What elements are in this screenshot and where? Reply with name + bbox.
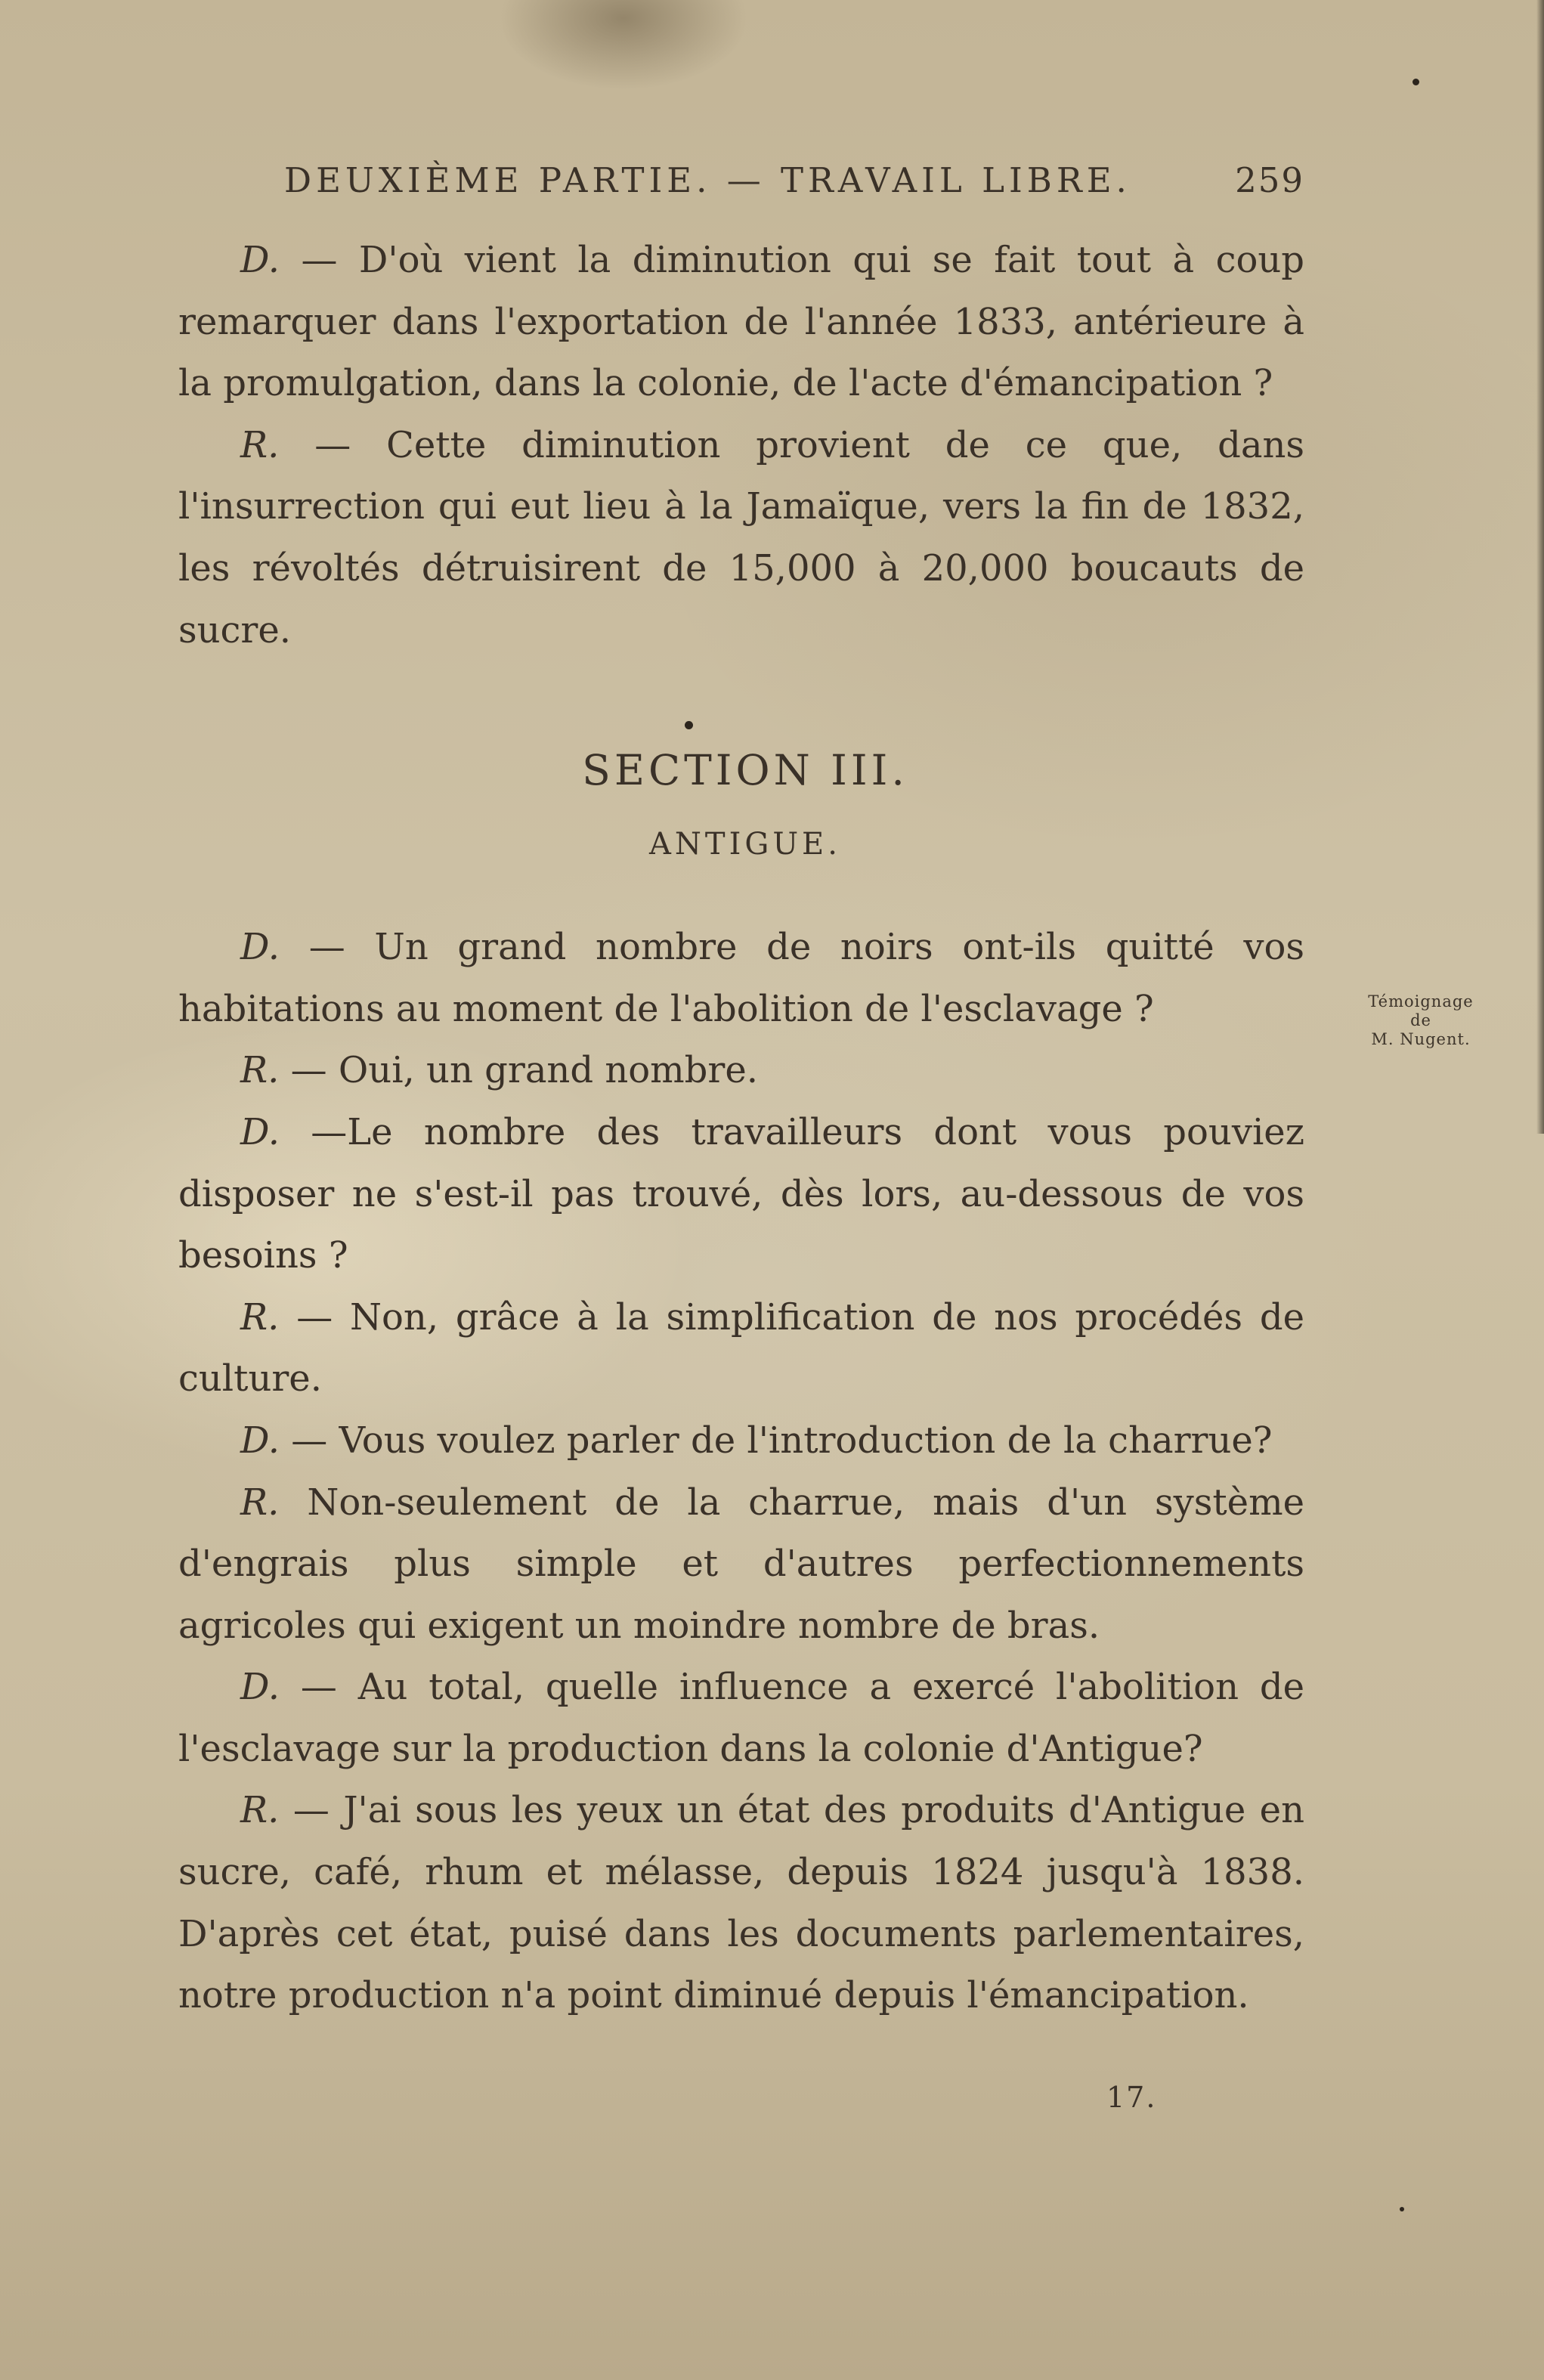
ink-speck [1412, 79, 1419, 85]
section-spacer [178, 867, 1304, 917]
margin-note-line: de [1410, 1011, 1431, 1029]
section-subtitle: ANTIGUE. [649, 827, 841, 862]
paragraph-text: — Vous voulez parler de l'introduction de la charrue? [280, 1419, 1273, 1462]
speaker-label: D. [240, 1110, 280, 1153]
paragraph-text: — Oui, un grand nombre. [279, 1049, 758, 1092]
answer-paragraph [178, 1287, 1304, 1410]
ink-speck [685, 721, 693, 729]
speaker-label: D. [240, 239, 280, 281]
question-paragraph [178, 1410, 1304, 1472]
paragraph-text: — Au total, quelle influence a exercé l'abolition de l'esclavage sur la production dans la colonie d'Antigue? [178, 1666, 1304, 1770]
paragraph-text: — Un grand nombre de noirs ont-ils quitté vos habitations au moment de l'abolition de l'esclavage ? [178, 926, 1304, 1030]
question-paragraph [178, 1657, 1304, 1780]
margin-note-line: Témoignage [1368, 992, 1474, 1010]
page-edge-shadow [1536, 0, 1544, 1134]
question-paragraph [178, 917, 1304, 1040]
paragraph-text: — J'ai sous les yeux un état des produits d'Antigue en sucre, café, rhum et mélasse, depuis 1824 jusqu'à 1838. D'après cet état, puisé dans les documents parlementaires, notre production n'a point diminué depuis l'émancipation. [178, 1789, 1304, 2017]
answer-paragraph [178, 415, 1304, 661]
speaker-label: D. [240, 1666, 280, 1709]
paragraph-text: — D'où vient la diminution qui se fait tout à coup remarquer dans l'exportation de l'année 1833, antérieure à la promulgation, dans la colonie, de l'acte d'émancipation ? [178, 239, 1304, 405]
page-number: 259 [1235, 160, 1304, 200]
ink-speck [1400, 2207, 1404, 2211]
answer-paragraph [178, 1472, 1304, 1657]
answer-paragraph [178, 1040, 1304, 1102]
question-paragraph [178, 230, 1304, 415]
signature-mark: 17. [1106, 2081, 1157, 2114]
paragraph-text: Non-seulement de la charrue, mais d'un système d'engrais plus simple et d'autres perfectionnements agricoles qui exigent un moindre nombre de bras. [178, 1481, 1304, 1647]
page-body [178, 160, 1304, 2027]
paragraph-text: — Cette diminution provient de ce que, dans l'insurrection qui eut lieu à la Jamaïque, vers la fin de 1832, les révoltés détruisirent de 15,000 à 20,000 boucauts de sucre. [178, 423, 1304, 651]
paragraph-text: — Non, grâce à la simplification de nos procédés de culture. [178, 1295, 1304, 1400]
running-head [178, 160, 1304, 230]
margin-note-line: M. Nugent. [1371, 1030, 1471, 1048]
speaker-label: R. [240, 1049, 280, 1092]
paragraph-text: —Le nombre des travailleurs dont vous pouviez disposer ne s'est-il pas trouvé, dès lors, au-dessous de vos besoins ? [178, 1110, 1304, 1277]
speaker-label: D. [240, 1419, 280, 1462]
speaker-label: R. [240, 1481, 280, 1524]
paper-stain [499, 0, 748, 91]
answer-paragraph [178, 1780, 1304, 2026]
section-title: SECTION III. [582, 746, 908, 795]
speaker-label: D. [240, 926, 280, 969]
running-head-title: DEUXIÈME PARTIE. — TRAVAIL LIBRE. [284, 160, 1131, 200]
speaker-label: R. [240, 1295, 280, 1339]
margin-note [1353, 992, 1489, 1049]
speaker-label: R. [240, 1789, 280, 1832]
speaker-label: R. [240, 423, 280, 466]
question-paragraph [178, 1102, 1304, 1287]
